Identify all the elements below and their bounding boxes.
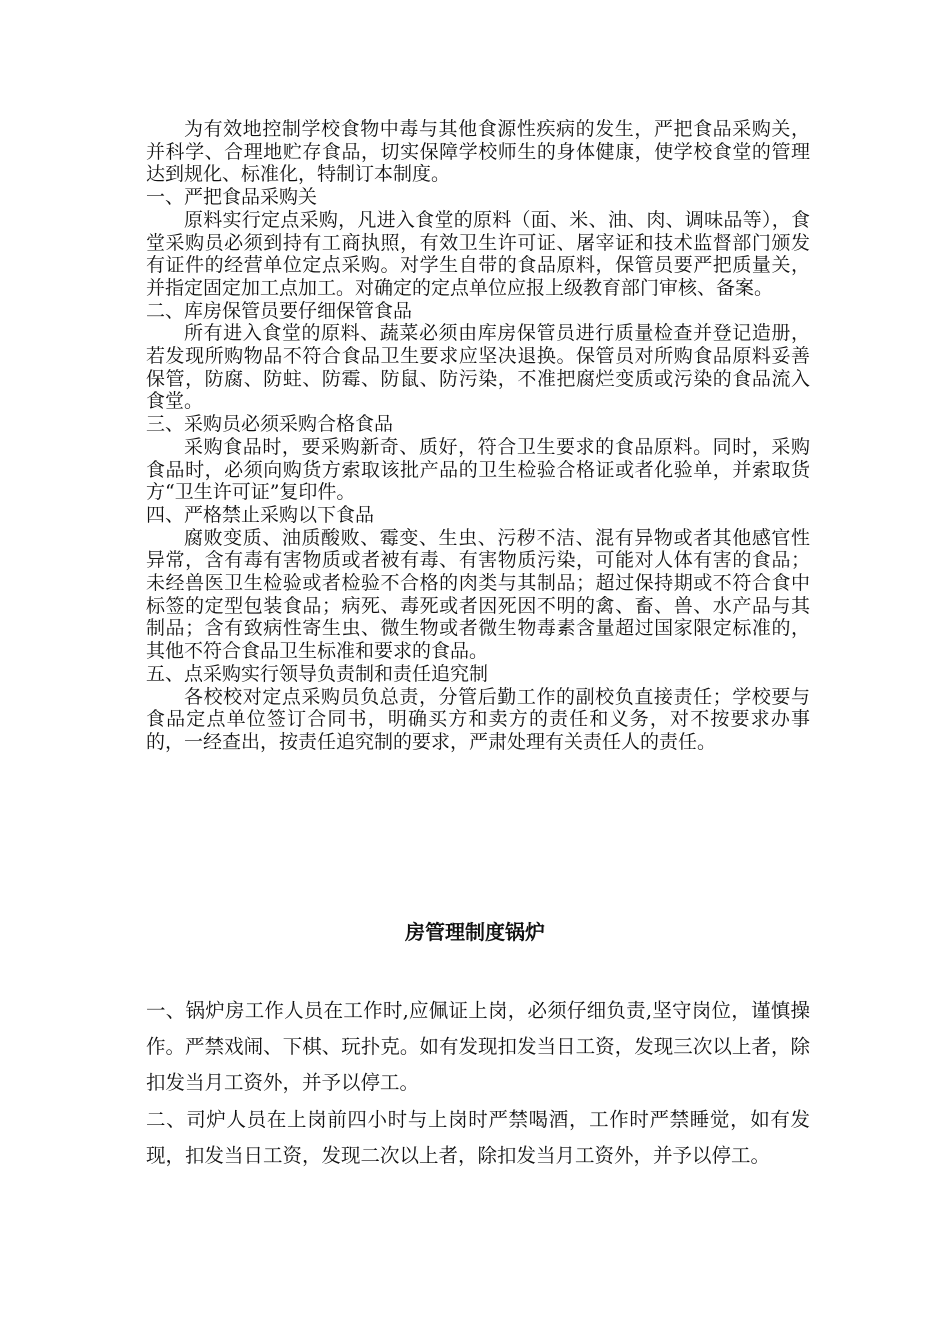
boiler-room-title: 房管理制度锅炉	[405, 920, 545, 944]
heading-4: 四、严格禁止采购以下食品	[146, 503, 375, 526]
procurement-policy-section	[146, 118, 810, 754]
rule-item-2: 二、司炉人员在上岗前四小时与上岗时严禁喝酒，工作时严禁睡觉，如有发现，扣发当日工资，发现二次以上者，除扣发当月工资外，并予以停工。	[146, 1107, 810, 1167]
paragraph-1: 原料实行定点采购，凡进入食堂的原料（面、米、油、肉、调味品等），食堂采购员必须到持有工商执照，有效卫生许可证、屠宰证和技术监督部门颁发有证件的经营单位定点采购。对学生自带的食品原料，保管员要严把质量关，并指定固定加工点加工。对确定的定点单位应报上级教育部门审核、备案。	[146, 208, 810, 299]
heading-5: 五、点采购实行领导负责制和责任追究制	[146, 662, 489, 685]
paragraph-2: 所有进入食堂的原料、蔬菜必须由库房保管员进行质量检查并登记造册，若发现所购物品不符合食品卫生要求应坚决退换。保管员对所购食品原料妥善保管，防腐、防蛀、防霉、防鼠、防污染，不准把腐烂变质或污染的食品流入食堂。	[146, 322, 810, 413]
intro-paragraph: 为有效地控制学校食物中毒与其他食源性疾病的发生，严把食品采购关，并科学、合理地贮存食品，切实保障学校师生的身体健康，使学校食堂的管理达到规化、标准化，特制订本制度。	[146, 118, 810, 186]
heading-1: 一、严把食品采购关	[146, 186, 318, 209]
paragraph-4: 腐败变质、油质酸败、霉变、生虫、污秽不洁、混有异物或者其他感官性异常，含有毒有害物质或者被有毒、有害物质污染，可能对人体有害的食品；未经兽医卫生检验或者检验不合格的肉类与其制品；超过保持期或不符合食中标签的定型包装食品；病死、毒死或者因死因不明的禽、畜、兽、水产品与其制品；含有致病性寄生虫、微生物或者微生物毒素含量超过国家限定标准的，其他不符合食品卫生标准和要求的食品。	[146, 526, 810, 663]
boiler-room-rules-section	[146, 993, 810, 1174]
paragraph-5: 各校校对定点采购员负总责，分管后勤工作的副校负直接责任；学校要与食品定点单位签订合同书，明确买方和卖方的责任和义务，对不按要求办事的，一经查出，按责任追究制的要求，严肃处理有关责任人的责任。	[146, 685, 810, 753]
heading-3: 三、采购员必须采购合格食品	[146, 413, 394, 436]
heading-2: 二、库房保管员要仔细保管食品	[146, 299, 413, 322]
rule-item-1: 一、锅炉房工作人员在工作时,应佩证上岗，必须仔细负责,坚守岗位，谨慎操作。严禁戏闹、下棋、玩扑克。如有发现扣发当日工资，发现三次以上者，除扣发当月工资外，并予以停工。	[146, 999, 810, 1095]
paragraph-3: 采购食品时，要采购新奇、质好，符合卫生要求的食品原料。同时，采购食品时，必须向购货方索取该批产品的卫生检验合格证或者化验单，并索取货方“卫生许可证”复印件。	[146, 435, 810, 504]
